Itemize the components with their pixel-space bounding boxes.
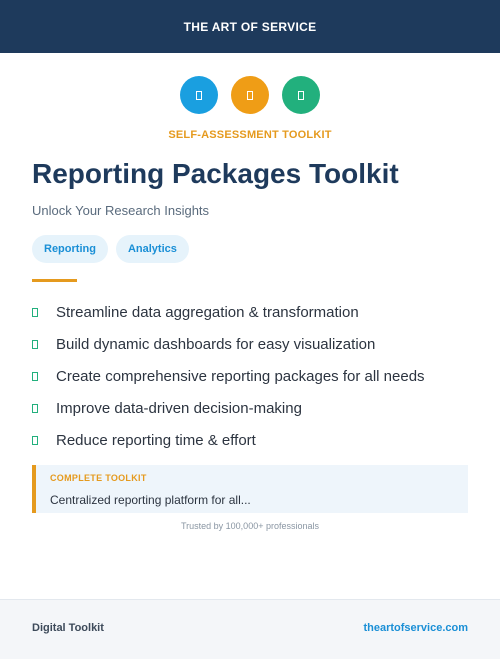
- doc-icon-blue: [180, 76, 218, 114]
- list-item: [32, 296, 425, 328]
- page-title: Reporting Packages Toolkit: [32, 158, 399, 189]
- header-bar: [0, 0, 500, 53]
- feature-text: Streamline data aggregation & transformation: [56, 303, 359, 321]
- tag-list: [32, 235, 189, 263]
- trusted-note: Trusted by 100,000+ professionals: [180, 521, 319, 531]
- kicker-label: SELF-ASSESSMENT TOOLKIT: [168, 129, 332, 141]
- footer-bar: [0, 599, 500, 659]
- icon-row: [0, 76, 500, 114]
- list-item: [32, 392, 425, 424]
- accent-divider: [32, 279, 77, 282]
- doc-icon-green: [282, 76, 320, 114]
- check-icon: [32, 308, 38, 317]
- page-subtitle: Unlock Your Research Insights: [32, 203, 210, 218]
- list-item: [32, 328, 425, 360]
- website-link[interactable]: theartofservice.com: [363, 622, 468, 634]
- list-item: [32, 360, 425, 392]
- brand-title: THE ART OF SERVICE: [183, 19, 317, 34]
- callout-label: COMPLETE TOOLKIT: [50, 473, 147, 483]
- footer-label: Digital Toolkit: [32, 622, 104, 634]
- complete-toolkit-callout: [32, 465, 468, 513]
- feature-list: [32, 296, 425, 456]
- tag-analytics: Analytics: [116, 235, 189, 263]
- check-icon: [32, 436, 38, 445]
- list-item: [32, 424, 425, 456]
- feature-text: Build dynamic dashboards for easy visualization: [56, 335, 376, 353]
- check-icon: [32, 372, 38, 381]
- feature-text: Create comprehensive reporting packages for all needs: [56, 367, 425, 385]
- check-icon: [32, 404, 38, 413]
- callout-text: Centralized reporting platform for all...: [50, 493, 251, 507]
- feature-text: Reduce reporting time & effort: [56, 431, 256, 449]
- check-icon: [32, 340, 38, 349]
- feature-text: Improve data-driven decision-making: [56, 399, 302, 417]
- doc-icon-orange: [231, 76, 269, 114]
- tag-reporting: Reporting: [32, 235, 108, 263]
